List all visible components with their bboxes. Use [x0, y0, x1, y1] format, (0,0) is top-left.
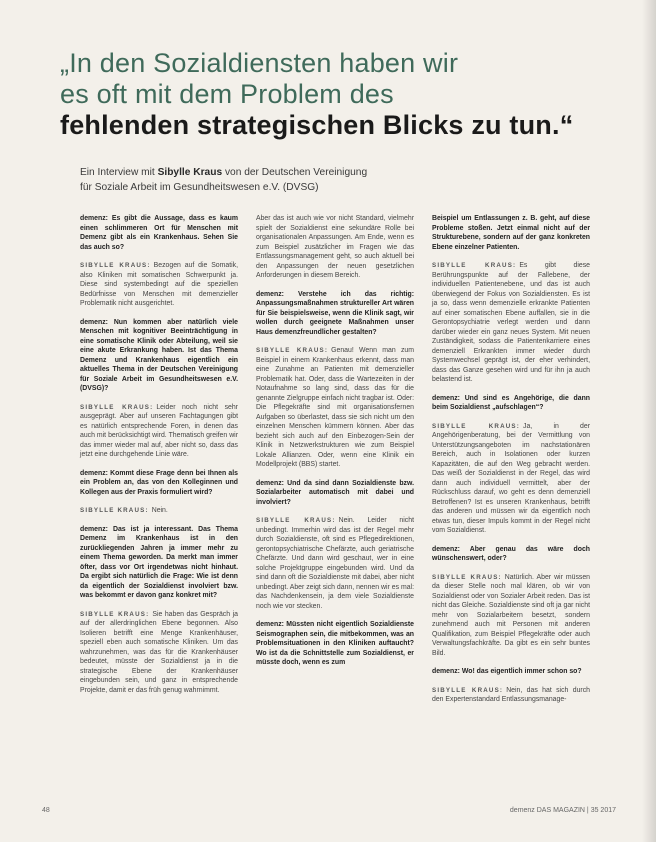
interview-answer	[432, 686, 590, 705]
paragraph-text: demenz: Verstehe ich das richtig: Anpassungsmaßnahmen struktureller Art wären für Sie beispielsweise, wenn die Klinik sagt, wir wollen durch geeignete Maßnahmen unser Haus demenzfreundlicher gestalten?	[256, 290, 414, 336]
page-edge-shadow	[642, 0, 656, 842]
speaker-label: SIBYLLE KRAUS:	[256, 517, 336, 524]
speaker-label: SIBYLLE KRAUS:	[256, 347, 329, 354]
interview-answer	[80, 610, 238, 696]
headline	[60, 48, 620, 141]
paragraph-text: demenz: Müssten nicht eigentlich Sozialdienste Seismographen sein, die mitbekommen, was an Problemsituationen in den Kliniken auftaucht? Wo ist da die Schnittstelle zum Sozialdienst, er müsste doch, wenn es zum	[256, 621, 414, 666]
paragraph-text: Nein.	[151, 507, 168, 514]
speaker-label: SIBYLLE KRAUS:	[80, 507, 149, 514]
intro-line-2: für Soziale Arbeit im Gesundheitswesen e.V. (DVSG)	[80, 182, 319, 193]
paragraph-text: Nein, das hat sich durch den Expertenstandard Entlassungsmanage-	[432, 686, 590, 703]
interview-answer	[80, 506, 238, 516]
paragraph-text: Nein. Leider nicht unbedingt. Immerhin wird das ist der Regel mehr durch Sozialdienste, oft sind es Pflegedirektionen, gerontopsychiatrische Chefärzte, auch geriatrische Chefärzte. Und dann wird geschaut, wer in eine solche Projektgruppe eingebunden wird. Und da sind dann oft die Sozialdienste mit dabei, aber nicht unbedingt. Aber zeigt sich dann, nennen wir es mal: das Nachdenkensein, ja dem viele Sozialdienste noch wie vor stecken.	[256, 517, 414, 610]
speaker-label: SIBYLLE KRAUS:	[432, 573, 502, 581]
intro-line-1	[80, 165, 580, 180]
intro-text	[80, 165, 580, 195]
interview-answer	[432, 573, 590, 659]
paragraph-text: demenz: Das ist ja interessant. Das Thema Demenz im Krankenhaus ist in den zurückliegenden Jahren ja immer mehr zu einem Thema geworden. Da merkt man immer öfter, dass vor Ort irgendetwas nicht hinhaut. Da ergibt sich natürlich die Frage: Wie ist denn da eigentlich der Sozialdienst involviert bzw. was bekommt er davon ganz konkret mit?	[80, 525, 238, 599]
paragraph-text: demenz: Und da sind dann Sozialdienste bzw. Sozialarbeiter automatisch mit dabei und involviert?	[256, 479, 414, 506]
paragraph-text: demenz: Kommt diese Frage denn bei Ihnen als ein Problem an, das von den Kolleginnen und Kollegen aus der Praxis formuliert wird?	[80, 469, 238, 496]
page-number: 48	[42, 807, 50, 814]
paragraph-text: demenz: Aber genau das wäre doch wünschenswert, oder?	[432, 545, 590, 562]
interviewee-name: Sibylle Kraus	[157, 167, 223, 178]
speaker-label: SIBYLLE KRAUS:	[432, 686, 504, 694]
text-column-3	[432, 214, 590, 714]
paragraph-text: Genau! Wenn man zum Beispiel in einem Krankenhaus erkennt, dass man eine Zunahme an Patienten mit demenzieller Problematik hat. Oder, dass die Wartezeiten in der Notaufnahme so lang sind, dass das für die genannte Zielgruppe einfach nicht tragbar ist. Oder: Die Pflegekräfte sind mit organisationsfernen Aufgaben so überlastet, dass sie sich nicht um den einzelnen Menschen kümmern können. Aber das bezieht sich auch auf den Einbezogen-Sein der Klinik in Netzwerkstrukturen wie zum Beispiel Lokale Allianzen. Oder, wenn eine Klinik ein Modellprojekt (BBS) startet.	[256, 347, 414, 468]
interview-answer	[256, 346, 414, 470]
speaker-label: SIBYLLE KRAUS:	[80, 403, 154, 411]
paragraph-text: Bezogen auf die Somatik, also Kliniken mit somatischen Schwerpunkt ja. Diese sind systembedingt auf die speziellen Bedürfnisse von Menschen mit demenzieller Problematik nicht ausgerichtet.	[80, 262, 238, 307]
interview-answer	[80, 403, 238, 460]
intro-pre: Ein Interview mit	[80, 167, 158, 178]
paragraph-text: demenz: Und sind es Angehörige, die dann beim Sozialdienst „aufschlagen“?	[432, 394, 590, 411]
paragraph-text: Leider noch nicht sehr ausgeprägt. Aber auf unseren Fachtagungen gibt es natürlich entsprechende Foren, in denen das auch mit berücksichtigt wird. Thematisch greifen wir das immer wieder mal auf, aber nicht so, dass das jetzt eine durchgehende Linie wäre.	[80, 403, 238, 458]
interview-answer	[256, 214, 414, 281]
text-column-2	[256, 214, 414, 677]
speaker-label: SIBYLLE KRAUS:	[80, 610, 150, 618]
interview-question	[256, 620, 414, 668]
interview-question	[432, 214, 590, 252]
interview-answer	[80, 261, 238, 309]
interview-question	[256, 290, 414, 338]
paragraph-text: demenz: Wo! das eigentlich immer schon so?	[432, 668, 582, 675]
text-column-1	[80, 214, 238, 704]
interview-question	[80, 214, 238, 252]
interview-question	[432, 545, 590, 564]
interview-question	[432, 667, 590, 677]
speaker-label: SIBYLLE KRAUS:	[80, 262, 151, 269]
paragraph-text: Es gibt diese Berührungspunkte auf der Fallebene, der individuellen Patientenebene, und das ist auch überwiegend der Fokus von Sozialdiensten. Es ist ja so, dass wenn demenzielle erkrankte Patienten auf einer somatischen Ebene auffallen, sie in die Gerontopsychiatrie verlegt werden und dann darüber wieder ein ganz neues System. Mit neuen Zuständigkeit, sodass die Patientenkarriere eines demenziell Erkrankten immer wieder durch Systemwechsel geprägt ist, der eher verhindert, dass das Ganze gesehen wird und für ihn ja auch belastend ist.	[432, 262, 590, 383]
headline-line-1: „In den Sozialdiensten haben wir	[60, 48, 459, 78]
paragraph-text: demenz: Es gibt die Aussage, dass es kaum einen schlimmeren Ort für Menschen mit Demenz gibt als ein Krankenhaus. Sehen Sie das auch so?	[80, 215, 238, 251]
paragraph-text: Ja, in der Angehörigenberatung, bei der Vermittlung von Unterstützungsangeboten im nachstationären Bereich, auch in Isolationen oder kurzen Kapazitäten, die auf den Weg gebracht werden. Das weiß der Sozialdienst in der Regel, das wird dann auch individuell vermittelt, aber der Rückschluss darauf, wo geht es denn demenziell Betroffenen? Ist es unseren Krankenhaus, betrifft das anderen und müssen wir da eigentlich noch etwas tun, dieser Impuls kommt in der Regel nicht vom Sozialdienst.	[432, 422, 590, 534]
interview-question	[80, 525, 238, 601]
speaker-label: SIBYLLE KRAUS:	[432, 262, 517, 269]
headline-line-2: es oft mit dem Problem des	[60, 79, 394, 109]
interview-answer	[256, 516, 414, 611]
paragraph-text: Aber das ist auch wie vor nicht Standard, vielmehr spielt der Sozialdienst eine sekundäre Rolle bei organisationalen Anpassungen. Am Ende, wenn es zum Beispiel zusätzlicher im Fragen wie das Entlassungsmanagement geht, so auch aktuell bei den Anpassungen der neuen gesetzlichen Anforderungen in diesem Bereich.	[256, 215, 414, 279]
interview-answer	[432, 422, 590, 536]
headline-line-3: fehlenden strategischen Blicks zu tun.“	[60, 110, 574, 140]
paragraph-text: Sie haben das Gespräch ja auf der allerdringlichen Ebene begonnen. Also Isolieren betrifft eine Menge Krankenhäuser, speziell eben auch somatische Kliniken. Um das wahrzunehmen, was das für die Krankenhäuser bedeutet, müsste der Sozialdienst ja in die strategische Ebene der Krankenhäuser eingebunden sein, und ganz in entsprechende Projekte, damit er das früh genug wahrnimmt.	[80, 610, 238, 694]
interview-question	[432, 394, 590, 413]
intro-post: von der Deutschen Vereinigung	[222, 167, 368, 178]
interview-question	[256, 479, 414, 508]
interview-question	[80, 469, 238, 498]
paragraph-text: Natürlich. Aber wir müssen da dieser Stelle noch mal klären, ob wir von Sozialdienst oder von Sozialer Arbeit reden. Das ist nicht das Gleiche. Sozialdienste sind oft ja gar nicht mehr von Sozialarbeitern besetzt, sondern zunehmend auch mit Personen mit anderen Qualifikation, zum Beispiel Pflegekräfte oder auch Verwaltungsfachkräfte. Da gibt es ein sehr buntes Bild.	[432, 573, 590, 657]
interview-question	[80, 318, 238, 394]
paragraph-text: demenz: Nun kommen aber natürlich viele Menschen mit kognitiver Beeinträchtigung in eine somatische Klinik oder Abteilung, weil sie eine akute Erkrankung haben. Ist das Thema Demenz und Krankenhaus eigentlich ein aktuelles Thema in der Deutschen Vereinigung für Soziale Arbeit im Gesundheitswesen e.V. (DVSG)?	[80, 318, 238, 392]
paragraph-text: Beispiel um Entlassungen z. B. geht, auf diese Probleme stoßen. Jetzt einmal nicht auf der Strukturebene, sondern auf der ganz konkreten Ebene einzelner Patienten.	[432, 215, 590, 251]
interview-answer	[432, 261, 590, 385]
speaker-label: SIBYLLE KRAUS:	[432, 422, 521, 430]
journal-footer: demenz DAS MAGAZIN | 35 2017	[509, 807, 616, 814]
